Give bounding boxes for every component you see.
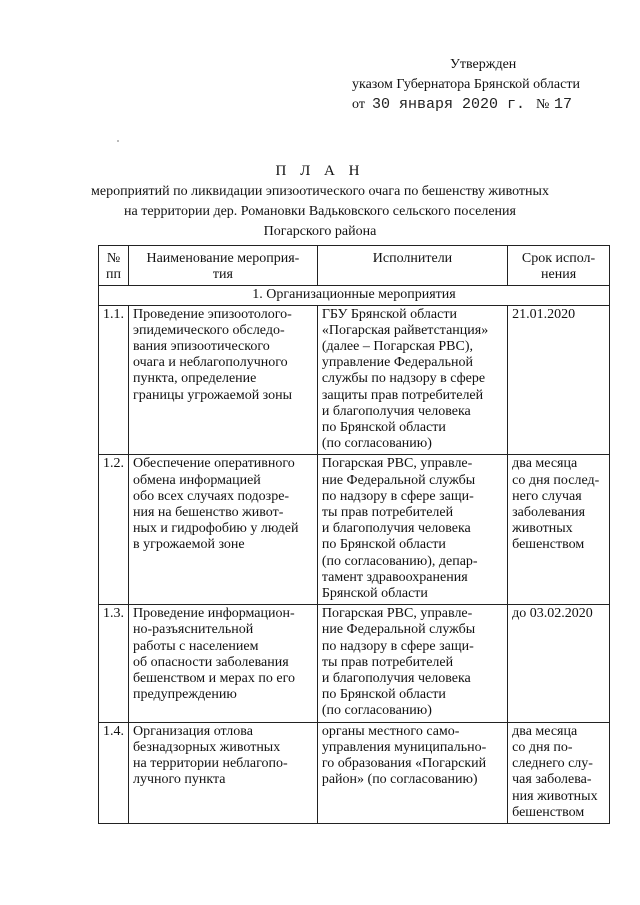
approval-number: 17 xyxy=(554,96,573,113)
header-term: Срок испол- нения xyxy=(508,246,610,286)
row-executors: органы местного само- управления муниципально- го образования «Погарский район» (по согласованию) xyxy=(317,722,507,823)
table-row xyxy=(99,305,610,455)
approval-from-label: от xyxy=(352,97,365,112)
plan-table xyxy=(98,245,610,824)
title-line-3: Погарского района xyxy=(263,224,377,239)
row-name: Обеспечение оперативного обмена информацией обо всех случаях подозре- ния на бешенство живот- ных и гидрофобию у людей в угрожаемой зоне xyxy=(129,455,318,605)
approval-decree: указом Губернатора Брянской области xyxy=(352,77,580,92)
row-executors: Погарская РВС, управле- ние Федеральной службы по надзору в сфере защи- ты прав потребителей и благополучия человека по Брянской области (по согласованию), депар- тамент здравоохранения Брянской области xyxy=(317,455,507,605)
header-num: № пп xyxy=(99,246,129,286)
table-header-row xyxy=(99,246,610,286)
row-executors: ГБУ Брянской области «Погарская райветстанция» (далее – Погарская РВС), управление Федеральной службы по надзору в сфере защиты прав потребителей и благополучия человека по Брянской области (по согласованию) xyxy=(317,305,507,455)
section-row xyxy=(99,286,610,305)
table-row xyxy=(99,455,610,605)
row-executors: Погарская РВС, управле- ние Федеральной службы по надзору в сфере защи- ты прав потребителей и благополучия человека по Брянской области (по согласованию) xyxy=(317,605,507,722)
row-name: Проведение эпизоотолого- эпидемического обследо- вания эпизоотического очага и неблагополучного пункта, определение границы угрожаемой зоны xyxy=(129,305,318,455)
row-name: Проведение информацион- но-разъяснительной работы с населением об опасности заболевания бешенством и мерах по его предупреждению xyxy=(129,605,318,722)
document-title xyxy=(60,161,580,242)
row-num: 1.2. xyxy=(99,455,129,605)
row-term: до 03.02.2020 xyxy=(508,605,610,722)
header-executors: Исполнители xyxy=(317,246,507,286)
header-name: Наименование мероприя- тия xyxy=(129,246,318,286)
row-term: 21.01.2020 xyxy=(508,305,610,455)
section-title: 1. Организационные мероприятия xyxy=(99,286,610,305)
table-row xyxy=(99,605,610,722)
approval-heading: Утвержден xyxy=(450,57,517,72)
row-term: два месяца со дня по- следнего слу- чая заболева- ния животных бешенством xyxy=(508,722,610,823)
row-name: Организация отлова безнадзорных животных на территории неблагопо- лучного пункта xyxy=(129,722,318,823)
title-line-1: мероприятий по ликвидации эпизоотического очага по бешенству животных xyxy=(91,184,549,199)
row-term: два месяца со дня послед- него случая заболевания животных бешенством xyxy=(508,455,610,605)
approval-number-label: № xyxy=(536,97,550,112)
title-line-2: на территории дер. Романовки Вадьковского сельского поселения xyxy=(124,204,516,219)
row-num: 1.1. xyxy=(99,305,129,455)
row-num: 1.3. xyxy=(99,605,129,722)
row-num: 1.4. xyxy=(99,722,129,823)
table-row xyxy=(99,722,610,823)
approval-date: 30 января 2020 г. xyxy=(372,96,526,113)
title-plan: П Л А Н xyxy=(275,163,365,179)
scan-speck xyxy=(117,140,119,142)
